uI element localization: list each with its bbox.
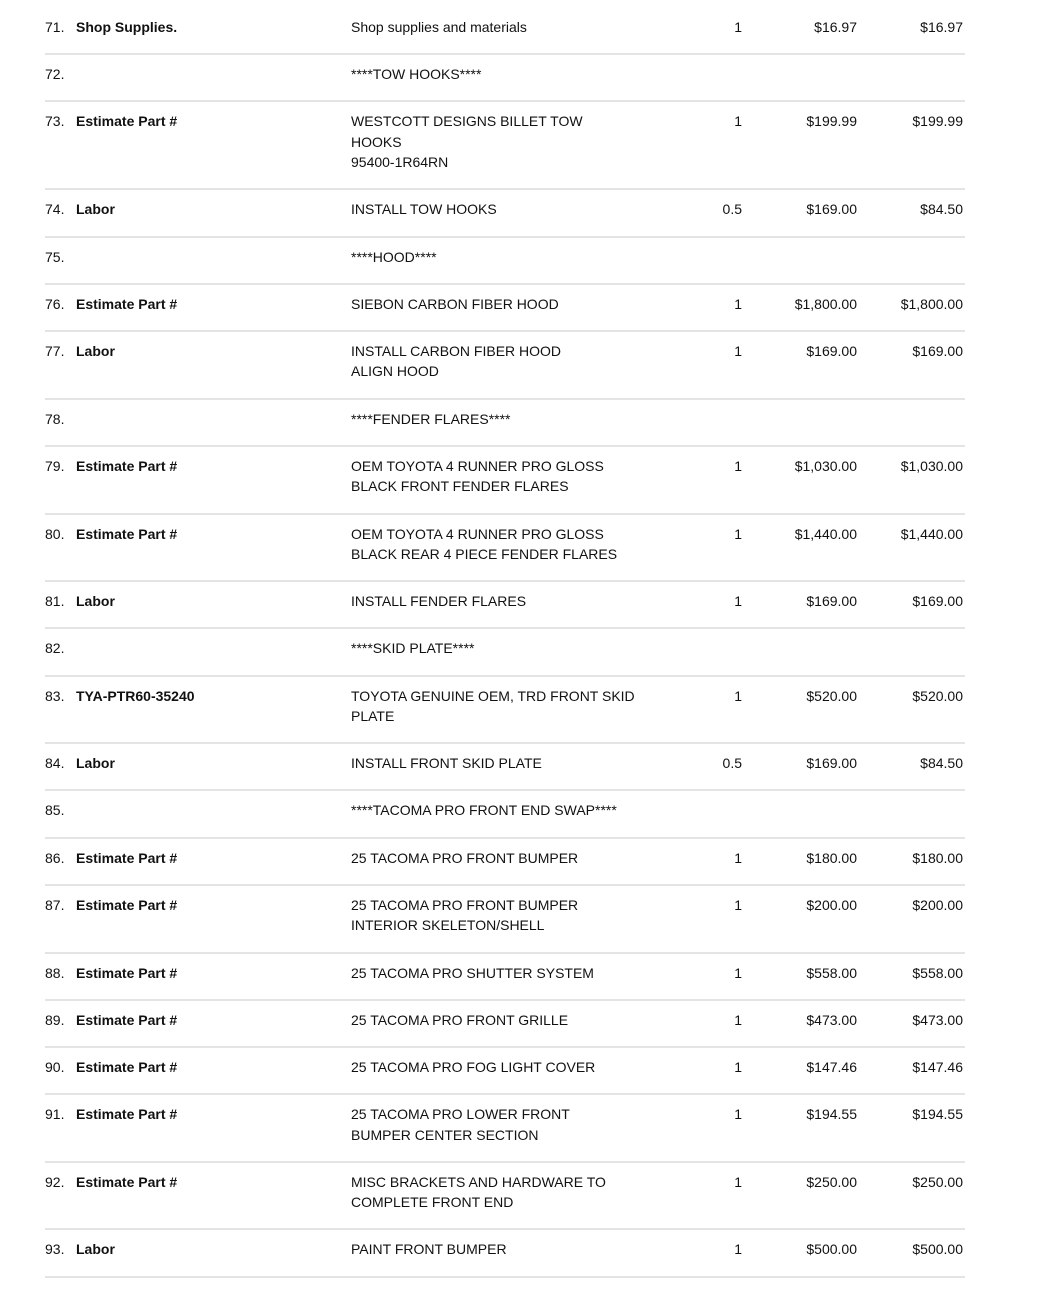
line-quantity: 1 bbox=[734, 896, 742, 913]
line-type: Estimate Part # bbox=[76, 457, 178, 474]
line-number: 92. bbox=[45, 1173, 65, 1190]
line-description: 25 TACOMA PRO FRONT GRILLE bbox=[351, 1011, 569, 1028]
line-number: 81. bbox=[45, 593, 65, 610]
line-number: 85. bbox=[45, 802, 65, 819]
line-number: 74. bbox=[45, 201, 65, 218]
line-unit-price: $250.00 bbox=[806, 1173, 857, 1190]
line-quantity: 1 bbox=[734, 457, 742, 474]
line-total: $1,030.00 bbox=[900, 457, 963, 474]
line-unit-price: $558.00 bbox=[806, 964, 857, 981]
line-item bbox=[45, 744, 965, 791]
line-item bbox=[45, 285, 965, 332]
line-quantity: 1 bbox=[734, 1058, 742, 1075]
line-type: Labor bbox=[76, 755, 115, 772]
line-unit-price: $169.00 bbox=[806, 342, 857, 359]
line-total: $169.00 bbox=[912, 342, 963, 359]
line-unit-price: $200.00 bbox=[806, 896, 857, 913]
line-number: 90. bbox=[45, 1058, 65, 1075]
line-type: Estimate Part # bbox=[76, 295, 178, 312]
line-type: Estimate Part # bbox=[76, 964, 178, 981]
line-quantity: 1 bbox=[734, 849, 742, 866]
line-total: $200.00 bbox=[912, 896, 963, 913]
line-number: 87. bbox=[45, 896, 65, 913]
line-number: 77. bbox=[45, 342, 65, 359]
estimate-line-items bbox=[45, 8, 965, 1278]
line-description: WESTCOTT DESIGNS BILLET TOW HOOKS 95400-1R64RN bbox=[351, 113, 583, 171]
line-unit-price: $520.00 bbox=[806, 687, 857, 704]
line-total: $84.50 bbox=[920, 755, 963, 772]
line-type: Estimate Part # bbox=[76, 525, 178, 542]
line-type: Estimate Part # bbox=[76, 1011, 178, 1028]
line-unit-price: $16.97 bbox=[814, 19, 857, 35]
line-number: 79. bbox=[45, 457, 65, 474]
line-description: OEM TOYOTA 4 RUNNER PRO GLOSS BLACK FRONT FENDER FLARES bbox=[351, 457, 604, 495]
line-unit-price: $169.00 bbox=[806, 593, 857, 610]
line-item bbox=[45, 515, 965, 583]
line-number: 86. bbox=[45, 849, 65, 866]
line-item bbox=[45, 839, 965, 886]
section-title: ****TACOMA PRO FRONT END SWAP**** bbox=[351, 802, 617, 819]
line-quantity: 0.5 bbox=[722, 201, 742, 218]
line-type: Estimate Part # bbox=[76, 896, 178, 913]
line-unit-price: $194.55 bbox=[806, 1106, 857, 1123]
line-total: $558.00 bbox=[912, 964, 963, 981]
line-type: Labor bbox=[76, 201, 115, 218]
section-header-row bbox=[45, 791, 965, 838]
line-number: 83. bbox=[45, 687, 65, 704]
line-total: $16.97 bbox=[920, 19, 963, 35]
line-total: $169.00 bbox=[912, 593, 963, 610]
line-total: $1,800.00 bbox=[900, 295, 963, 312]
line-quantity: 1 bbox=[734, 1241, 742, 1258]
line-item bbox=[45, 102, 965, 190]
line-item bbox=[45, 1048, 965, 1095]
line-item bbox=[45, 332, 965, 400]
line-description: TOYOTA GENUINE OEM, TRD FRONT SKID PLATE bbox=[351, 687, 635, 725]
line-quantity: 0.5 bbox=[722, 755, 742, 772]
line-description: OEM TOYOTA 4 RUNNER PRO GLOSS BLACK REAR 4 PIECE FENDER FLARES bbox=[351, 525, 618, 562]
line-item bbox=[45, 582, 965, 629]
line-unit-price: $1,030.00 bbox=[794, 457, 857, 474]
line-quantity: 1 bbox=[734, 19, 742, 35]
line-type: Estimate Part # bbox=[76, 849, 178, 866]
section-header-row bbox=[45, 629, 965, 676]
line-number: 80. bbox=[45, 525, 65, 542]
line-quantity: 1 bbox=[734, 964, 742, 981]
line-number: 84. bbox=[45, 755, 65, 772]
line-item bbox=[45, 886, 965, 954]
line-total: $1,440.00 bbox=[900, 525, 963, 542]
line-type: Estimate Part # bbox=[76, 1058, 178, 1075]
line-description: 25 TACOMA PRO FRONT BUMPER bbox=[351, 849, 579, 866]
line-total: $473.00 bbox=[912, 1011, 963, 1028]
line-unit-price: $500.00 bbox=[806, 1241, 857, 1258]
line-description: INSTALL FENDER FLARES bbox=[351, 593, 527, 610]
line-number: 71. bbox=[45, 19, 65, 35]
line-item bbox=[45, 1163, 965, 1231]
line-unit-price: $1,800.00 bbox=[794, 295, 857, 312]
line-quantity: 1 bbox=[734, 1106, 742, 1123]
line-unit-price: $147.46 bbox=[806, 1058, 857, 1075]
line-number: 82. bbox=[45, 640, 65, 657]
line-total: $180.00 bbox=[912, 849, 963, 866]
line-quantity: 1 bbox=[734, 593, 742, 610]
line-item bbox=[45, 1095, 965, 1163]
line-number: 91. bbox=[45, 1106, 65, 1123]
line-description: PAINT FRONT BUMPER bbox=[351, 1241, 507, 1258]
line-quantity: 1 bbox=[734, 1173, 742, 1190]
line-unit-price: $169.00 bbox=[806, 755, 857, 772]
line-description: MISC BRACKETS AND HARDWARE TO COMPLETE FRONT END bbox=[351, 1173, 606, 1211]
line-total: $84.50 bbox=[920, 201, 963, 218]
line-quantity: 1 bbox=[734, 342, 742, 359]
section-title: ****HOOD**** bbox=[351, 248, 437, 265]
line-item bbox=[45, 8, 965, 55]
line-total: $250.00 bbox=[912, 1173, 963, 1190]
line-type: Estimate Part # bbox=[76, 1173, 178, 1190]
line-unit-price: $473.00 bbox=[806, 1011, 857, 1028]
line-total: $194.55 bbox=[912, 1106, 963, 1123]
line-quantity: 1 bbox=[734, 1011, 742, 1028]
line-type: Estimate Part # bbox=[76, 113, 178, 130]
line-total: $520.00 bbox=[912, 687, 963, 704]
line-description: 25 TACOMA PRO SHUTTER SYSTEM bbox=[351, 964, 594, 981]
line-number: 78. bbox=[45, 410, 65, 427]
section-title: ****SKID PLATE**** bbox=[351, 640, 475, 657]
line-description: 25 TACOMA PRO FOG LIGHT COVER bbox=[351, 1058, 596, 1075]
line-description: INSTALL CARBON FIBER HOOD ALIGN HOOD bbox=[351, 342, 562, 380]
line-number: 88. bbox=[45, 964, 65, 981]
line-description: Shop supplies and materials bbox=[351, 19, 527, 35]
line-unit-price: $180.00 bbox=[806, 849, 857, 866]
line-number: 73. bbox=[45, 113, 65, 130]
line-unit-price: $199.99 bbox=[806, 113, 857, 130]
line-number: 75. bbox=[45, 248, 65, 265]
line-type: Labor bbox=[76, 1241, 115, 1258]
line-item bbox=[45, 677, 965, 745]
line-item bbox=[45, 447, 965, 515]
line-type: Labor bbox=[76, 593, 115, 610]
line-item bbox=[45, 190, 965, 237]
line-description: 25 TACOMA PRO FRONT BUMPER INTERIOR SKELETON/SHELL bbox=[351, 896, 579, 934]
section-header-row bbox=[45, 55, 965, 102]
line-number: 76. bbox=[45, 295, 65, 312]
line-description: INSTALL FRONT SKID PLATE bbox=[351, 755, 542, 772]
line-description: INSTALL TOW HOOKS bbox=[351, 201, 497, 218]
line-item bbox=[45, 1001, 965, 1048]
line-total: $500.00 bbox=[912, 1241, 963, 1258]
section-title: ****FENDER FLARES**** bbox=[351, 410, 511, 427]
line-total: $199.99 bbox=[912, 113, 963, 130]
line-quantity: 1 bbox=[734, 113, 742, 130]
line-unit-price: $169.00 bbox=[806, 201, 857, 218]
line-unit-price: $1,440.00 bbox=[794, 525, 857, 542]
line-number: 72. bbox=[45, 66, 65, 83]
line-number: 89. bbox=[45, 1011, 65, 1028]
section-header-row bbox=[45, 238, 965, 285]
section-title: ****TOW HOOKS**** bbox=[351, 66, 482, 83]
line-quantity: 1 bbox=[734, 687, 742, 704]
line-type: TYA-PTR60-35240 bbox=[76, 687, 195, 704]
section-header-row bbox=[45, 400, 965, 447]
line-type: Shop Supplies. bbox=[76, 19, 178, 35]
line-quantity: 1 bbox=[734, 295, 742, 312]
line-type: Estimate Part # bbox=[76, 1106, 178, 1123]
line-type: Labor bbox=[76, 342, 115, 359]
line-number: 93. bbox=[45, 1241, 65, 1258]
line-total: $147.46 bbox=[912, 1058, 963, 1075]
line-description: SIEBON CARBON FIBER HOOD bbox=[351, 295, 559, 312]
line-quantity: 1 bbox=[734, 525, 742, 542]
line-description: 25 TACOMA PRO LOWER FRONT BUMPER CENTER SECTION bbox=[351, 1106, 570, 1143]
line-item bbox=[45, 954, 965, 1001]
line-item bbox=[45, 1230, 965, 1277]
